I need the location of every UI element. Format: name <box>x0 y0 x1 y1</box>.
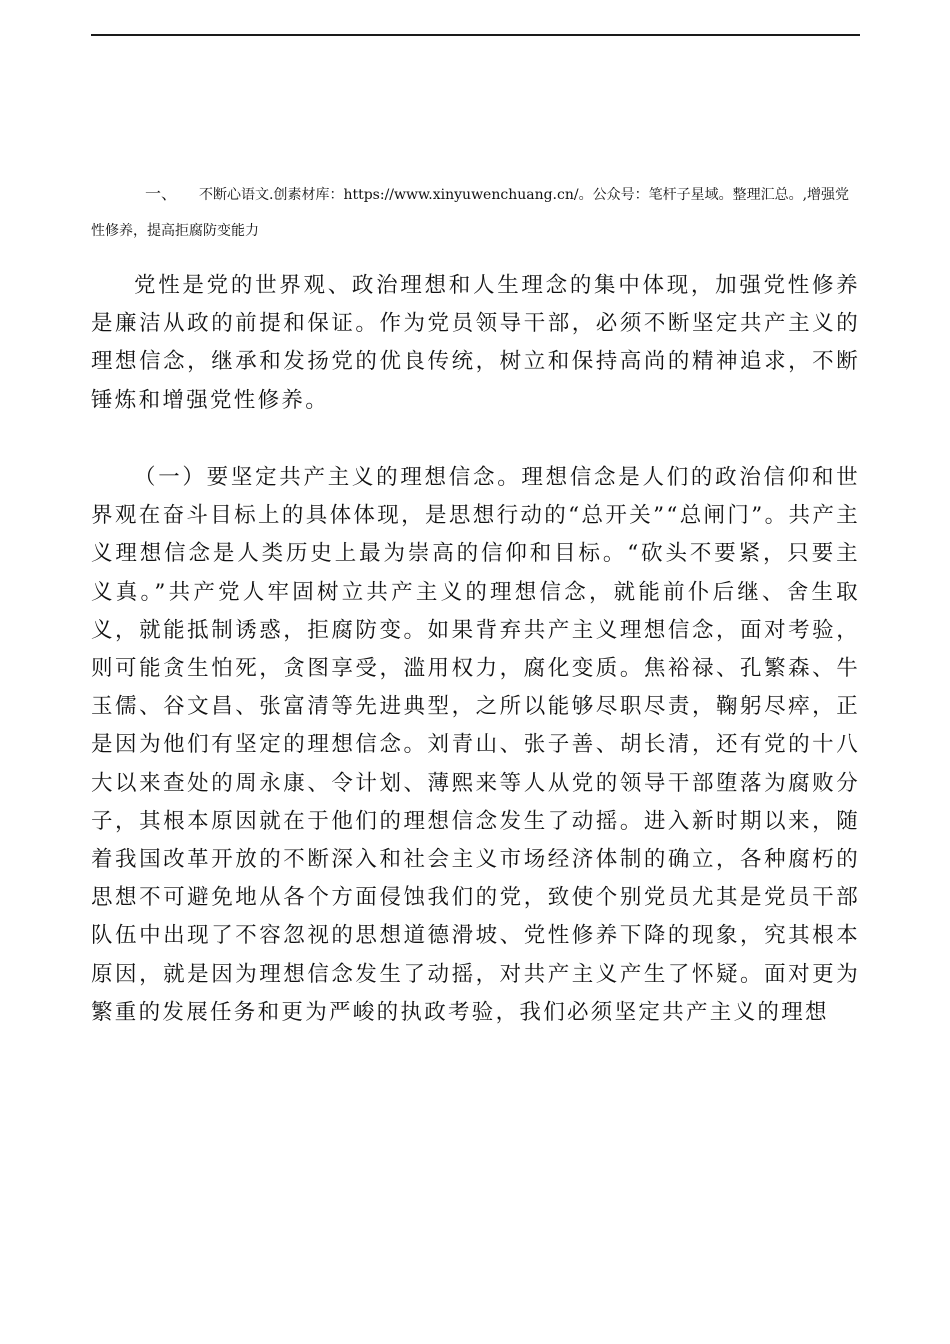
body-paragraph: 党性是党的世界观、政治理想和人生理念的集中体现，加强党性修养是廉洁从政的前提和保证。作为党员领导干部，必须不断坚定共产主义的理想信念，继承和发扬党的优良传统，树立和保持高尚的精神追求，不断锤炼和增强党性修养。 <box>91 273 860 413</box>
header-rule <box>91 34 860 36</box>
body-paragraph: （一）要坚定共产主义的理想信念。理想信念是人们的政治信仰和世界观在奋斗目标上的具体体现，是思想行动的“总开关”“总闸门”。共产主义理想信念是人类历史上最为崇高的信仰和目标。“砍头不要紧，只要主义真。”共产党人牢固树立共产主义的理想信念，就能前仆后继、舍生取义，就能抵制诱惑，拒腐防变。如果背弃共产主义理想信念，面对考验，则可能贪生怕死，贪图享受，滥用权力，腐化变质。焦裕禄、孔繁森、牛玉儒、谷文昌、张富清等先进典型，之所以能够尽职尽责，鞠躬尽瘁，正是因为他们有坚定的理想信念。刘青山、张子善、胡长清，还有党的十八大以来查处的周永康、令计划、薄熙来等人从党的领导干部堕落为腐败分子，其根本原因就在于他们的理想信念发生了动摇。进入新时期以来，随着我国改革开放的不断深入和社会主义市场经济体制的确立，各种腐朽的思想不可避免地从各个方面侵蚀我们的党，致使个别党员尤其是党员干部队伍中出现了不容忽视的思想道德滑坡、党性修养下降的现象，究其根本原因，就是因为理想信念发生了动摇，对共产主义产生了怀疑。面对更为繁重的发展任务和更为严峻的执政考验，我们必须坚定共产主义的理想 <box>91 465 860 1025</box>
section-heading-text: 不断心语文.创素材库：https://www.xinyuwenchuang.cn/。公众号：笔杆子星域。整理汇总。,增强党性修养，提高拒腐防变能力 <box>91 187 850 239</box>
section-heading <box>91 176 860 249</box>
section-number: 一、 <box>145 184 178 203</box>
